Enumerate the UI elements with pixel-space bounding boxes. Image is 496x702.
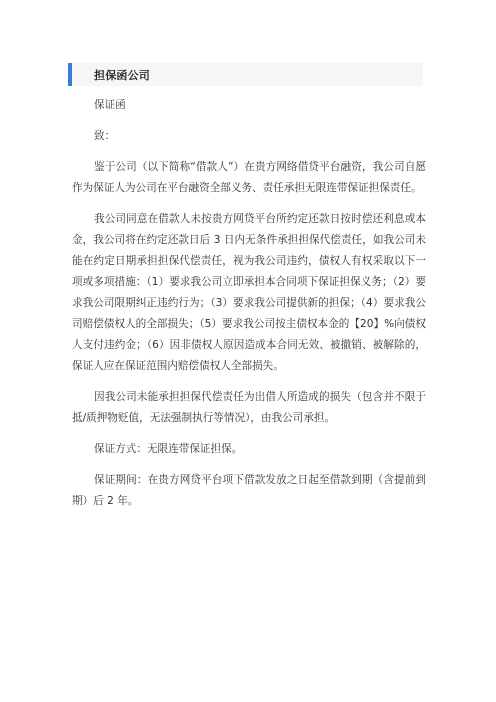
paragraph-compensation-terms: 我公司同意在借款人未按贵方网贷平台所约定还款日按时偿还利息或本金，我公司将在约定还款日后 3 日内无条件承担担保代偿责任，如我公司未能在约定日期承担担保代偿责任，视为我公司违约，债权人有权采取以下一项或多项措施：（1）要求我公司立即承担本合同项下保证担保义务；（2）要求我公司限期纠正违约行为；（3）要求我公司提供新的担保；（4）要求我公司赔偿债权人的全部损失；（5）要求我公司按主债权本金的【20】%向债权人支付违约金；（6）因非债权人原因造成本合同无效、被撤销、被解除的，保证人应在保证范围内赔偿债权人全部损失。 <box>72 213 426 372</box>
heading-accent-bar <box>68 63 72 86</box>
letter-title: 保证函 <box>94 99 126 111</box>
document-body <box>72 95 426 522</box>
document-title: 担保函公司 <box>94 68 150 82</box>
paragraph-guarantee-intent: 鉴于公司（以下简称“借款人”）在贵方网络借贷平台融资，我公司自愿作为保证人为公司在平台融资全部义务、责任承担无限连带保证担保责任。 <box>72 161 426 194</box>
paragraph-guarantee-period: 保证期间：在贵方网贷平台项下借款发放之日起至借款到期（含提前到期）后 2 年。 <box>72 474 426 507</box>
document-heading-bar <box>68 63 423 86</box>
paragraph-loss-liability: 因我公司未能承担担保代偿责任为出借人所造成的损失（包含并不限于抵/质押物贬值，无法强制执行等情况），由我公司承担。 <box>72 391 426 424</box>
salutation: 致： <box>94 130 116 142</box>
paragraph-guarantee-method: 保证方式：无限连带保证担保。 <box>94 443 243 455</box>
